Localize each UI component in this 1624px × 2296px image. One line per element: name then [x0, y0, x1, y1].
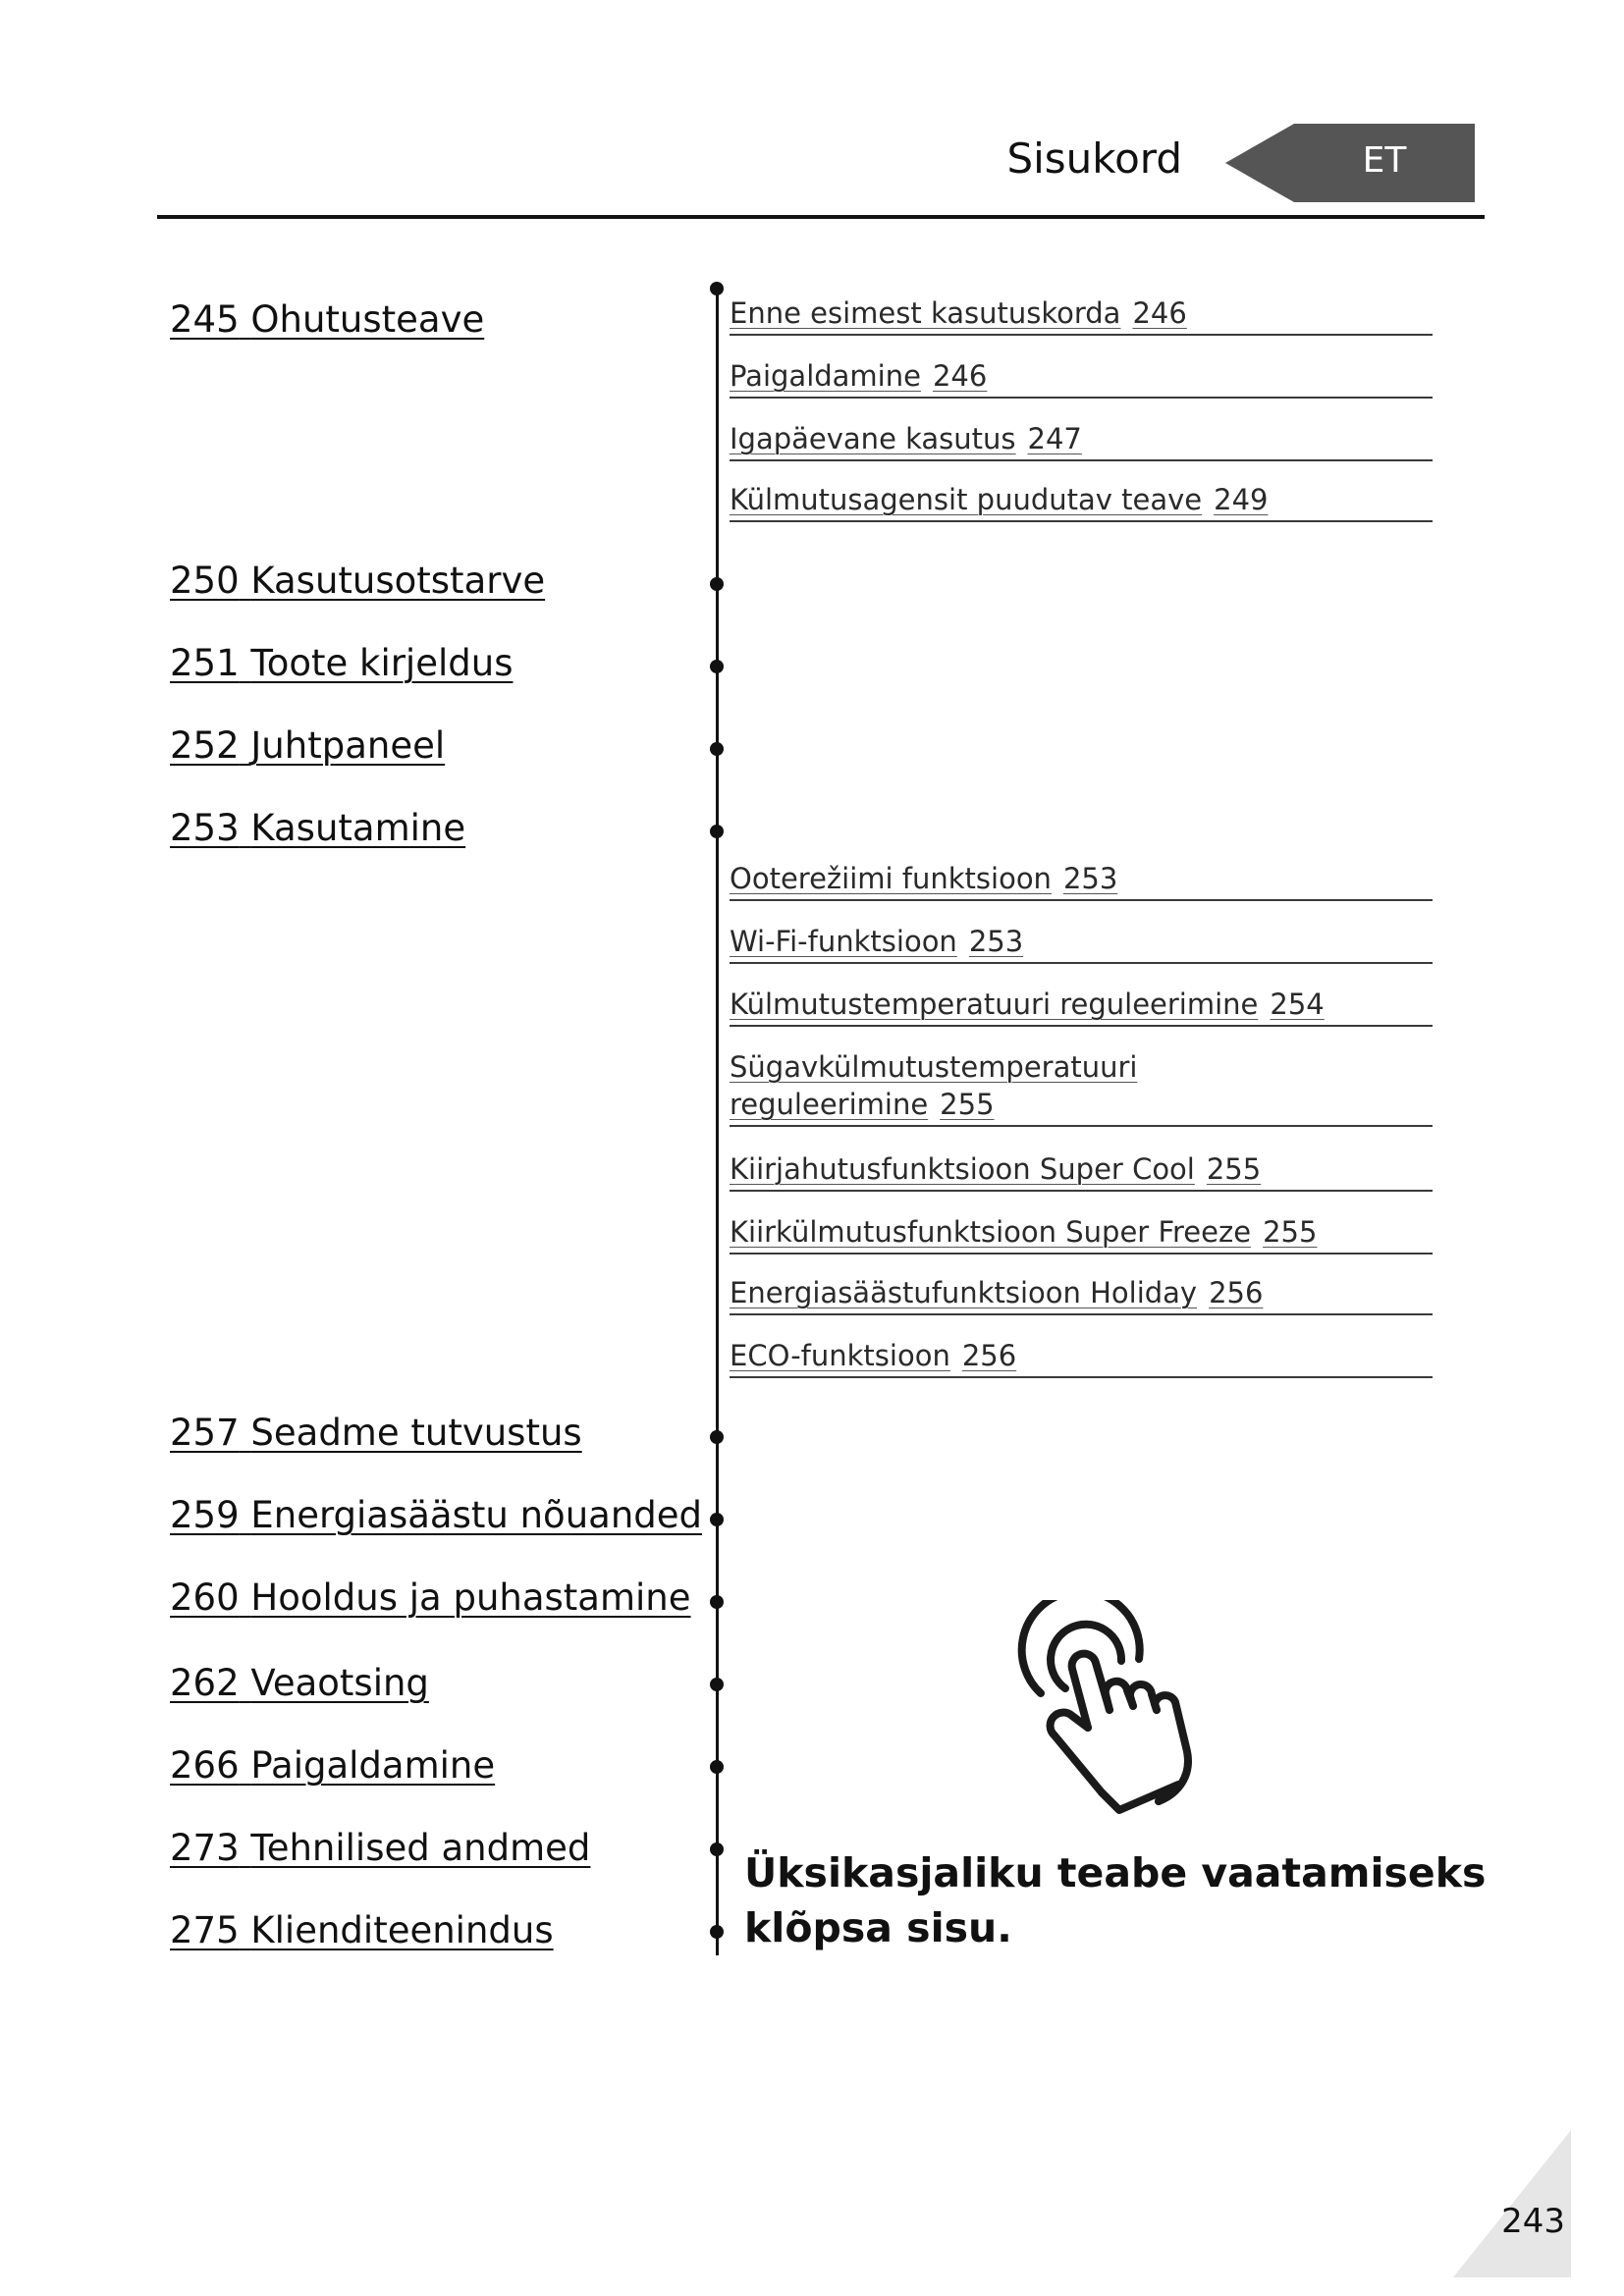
timeline-dot	[710, 825, 724, 838]
hint-line-1: Üksikasjaliku teabe vaatamiseks	[744, 1849, 1487, 1896]
timeline-dot	[710, 1678, 724, 1691]
toc-subsection[interactable]: Wi-Fi-funktsioon 253	[730, 923, 1433, 964]
toc-subsection[interactable]: Külmutusagensit puudutav teave 249	[730, 481, 1433, 522]
page-number: 243	[1501, 2202, 1565, 2241]
toc-subsection[interactable]: Kiirkülmutusfunktsioon Super Freeze 255	[730, 1213, 1433, 1255]
hint-line-2: klõpsa sisu.	[744, 1904, 1012, 1951]
toc-section-hooldus[interactable]: 260 Hooldus ja puhastamine	[170, 1576, 691, 1619]
click-hint	[744, 1845, 1486, 1955]
timeline-dot	[710, 1430, 724, 1444]
timeline-dot	[710, 742, 724, 756]
toc-subsection[interactable]: Kiirjahutusfunktsioon Super Cool 255	[730, 1150, 1433, 1192]
timeline-dot	[710, 1513, 724, 1526]
toc-section-seadme-tutvustus[interactable]: 257 Seadme tutvustus	[170, 1412, 582, 1454]
toc-section-veaotsing[interactable]: 262 Veaotsing	[170, 1662, 429, 1704]
toc-section-ohutusteave[interactable]: 245 Ohutusteave	[170, 298, 485, 341]
header-divider	[157, 215, 1485, 219]
toc-subsection[interactable]: Ooterežiimi funktsioon 253	[730, 860, 1433, 901]
toc-subsection[interactable]: Enne esimest kasutuskorda 246	[730, 294, 1433, 336]
timeline-dot	[710, 1760, 724, 1774]
toc-subsection[interactable]: Energiasäästufunktsioon Holiday 256	[730, 1274, 1433, 1315]
toc-section-klienditeenindus[interactable]: 275 Klienditeenindus	[170, 1909, 554, 1951]
toc-subsection[interactable]: Paigaldamine 246	[730, 357, 1433, 399]
tap-hand-icon	[1011, 1600, 1208, 1816]
toc-subsection[interactable]: ECO-funktsioon 256	[730, 1337, 1433, 1378]
timeline-dot	[710, 577, 724, 591]
timeline-dot	[710, 1925, 724, 1939]
toc-section-paigaldamine[interactable]: 266 Paigaldamine	[170, 1744, 496, 1787]
toc-section-toote-kirjeldus[interactable]: 251 Toote kirjeldus	[170, 642, 514, 684]
timeline-dot	[710, 1595, 724, 1609]
toc-section-energiasaastu[interactable]: 259 Energiasäästu nõuanded	[170, 1494, 702, 1536]
toc-section-tehnilised-andmed[interactable]: 273 Tehnilised andmed	[170, 1827, 591, 1869]
language-label: ET	[1362, 140, 1407, 181]
timeline-line	[716, 287, 719, 1955]
timeline-dot	[710, 1842, 724, 1856]
page-title: Sisukord	[1006, 134, 1182, 183]
toc-section-juhtpaneel[interactable]: 252 Juhtpaneel	[170, 724, 446, 767]
toc-section-kasutusotstarve[interactable]: 250 Kasutusotstarve	[170, 560, 546, 602]
toc-subsection[interactable]: Igapäevane kasutus 247	[730, 420, 1433, 461]
timeline-dot	[710, 282, 724, 295]
toc-subsection[interactable]: Sügavkülmutustemperatuuri reguleerimine 255	[730, 1048, 1433, 1127]
timeline-dot	[710, 660, 724, 673]
toc-section-kasutamine[interactable]: 253 Kasutamine	[170, 807, 466, 849]
toc-subsection[interactable]: Külmutustemperatuuri reguleerimine 254	[730, 986, 1433, 1027]
